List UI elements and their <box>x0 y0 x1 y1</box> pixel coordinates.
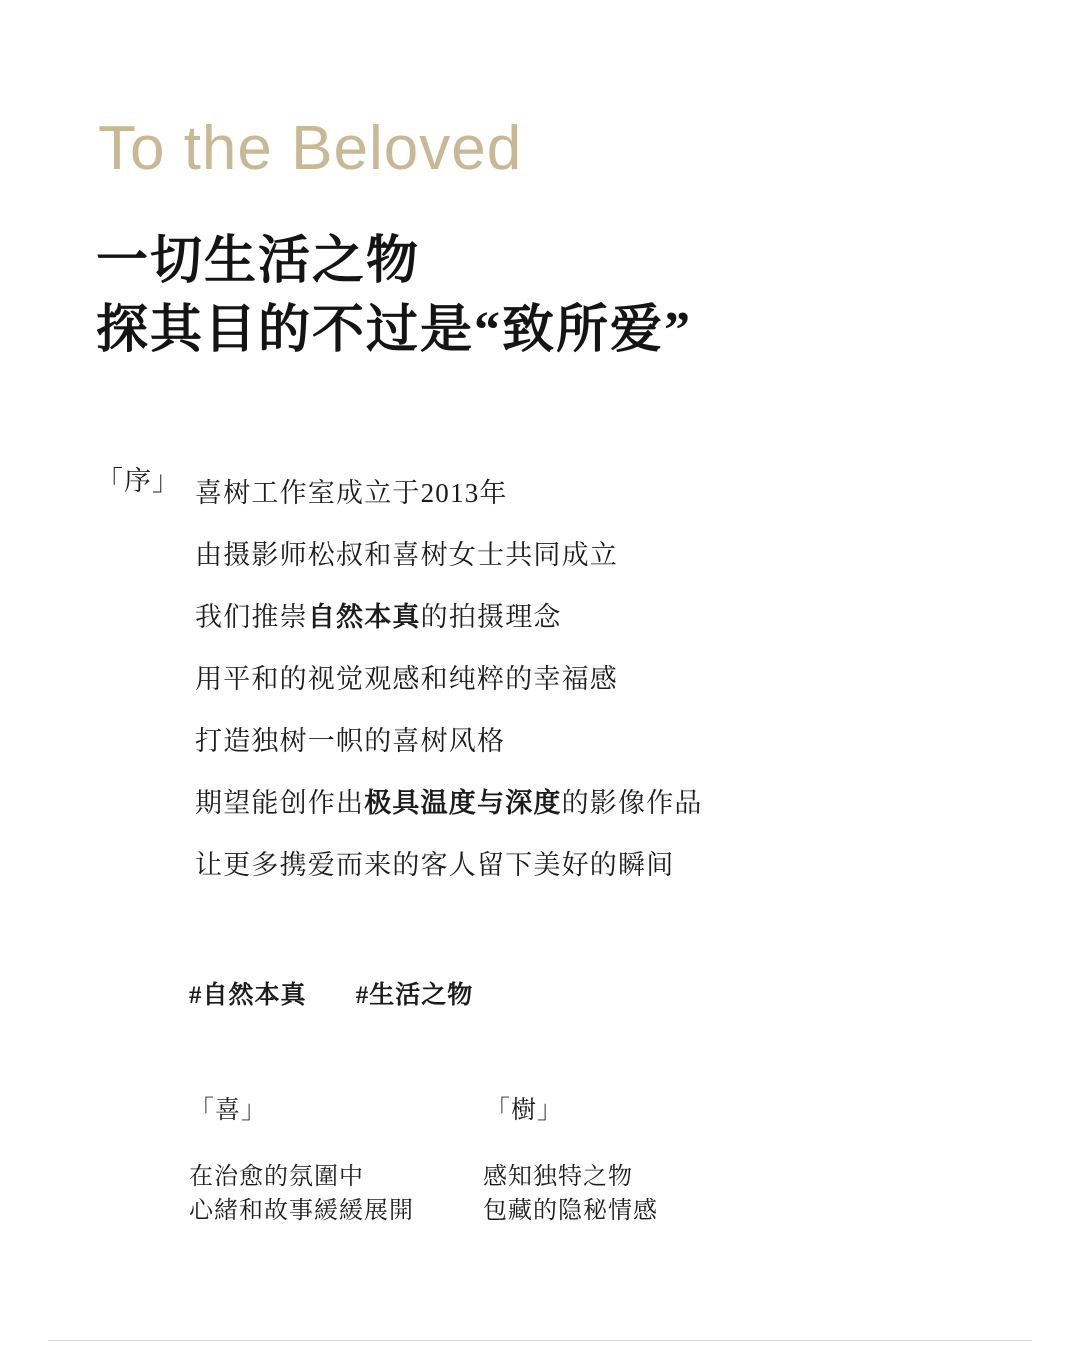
eyebrow-title: To the Beloved <box>98 114 523 183</box>
column-shu-line-1: 感知独特之物 <box>483 1164 633 1190</box>
intro-label: 「序」 <box>96 466 180 496</box>
intro-block <box>96 462 976 896</box>
tag-list <box>189 975 473 1011</box>
intro-line-3-post: 的拍摄理念 <box>420 602 562 632</box>
column-xi-line-2: 心緒和故事緩緩展開 <box>189 1198 414 1224</box>
intro-line-5: 打造独树一帜的喜树风格 <box>195 726 506 756</box>
column-shu-body <box>483 1160 773 1228</box>
column-xi-line-1: 在治愈的氛圍中 <box>189 1164 364 1190</box>
intro-line-4: 用平和的视觉观感和纯粹的幸福感 <box>195 664 618 694</box>
intro-line-6 <box>195 772 976 834</box>
intro-line-2: 由摄影师松叔和喜树女士共同成立 <box>195 540 618 570</box>
column-shu-line-2: 包藏的隐秘情感 <box>483 1198 658 1224</box>
column-shu <box>483 1090 773 1228</box>
intro-line-6-post: 的影像作品 <box>561 788 703 818</box>
intro-line-6-emphasis: 极具温度与深度 <box>364 788 562 818</box>
columns-block <box>189 1090 889 1228</box>
intro-lines <box>195 462 976 896</box>
column-xi <box>189 1090 479 1228</box>
intro-line-3-emphasis: 自然本真 <box>307 602 421 632</box>
column-shu-title: 「樹」 <box>485 1097 564 1124</box>
intro-line-3 <box>195 586 976 648</box>
intro-line-3-pre: 我们推崇 <box>195 602 308 632</box>
headline-line-2: 探其目的不过是“致所爱” <box>96 301 693 359</box>
intro-line-6-pre: 期望能创作出 <box>195 788 365 818</box>
column-xi-title: 「喜」 <box>189 1097 268 1124</box>
tag-item-2: #生活之物 <box>355 982 474 1009</box>
tag-item-1: #自然本真 <box>189 982 307 1009</box>
intro-line-7: 让更多携爱而来的客人留下美好的瞬间 <box>195 850 675 880</box>
page-title <box>96 228 692 365</box>
intro-line-1: 喜树工作室成立于2013年 <box>195 478 508 508</box>
headline-line-1: 一切生活之物 <box>96 233 421 290</box>
column-xi-body <box>189 1160 479 1228</box>
bottom-divider <box>48 1340 1032 1341</box>
